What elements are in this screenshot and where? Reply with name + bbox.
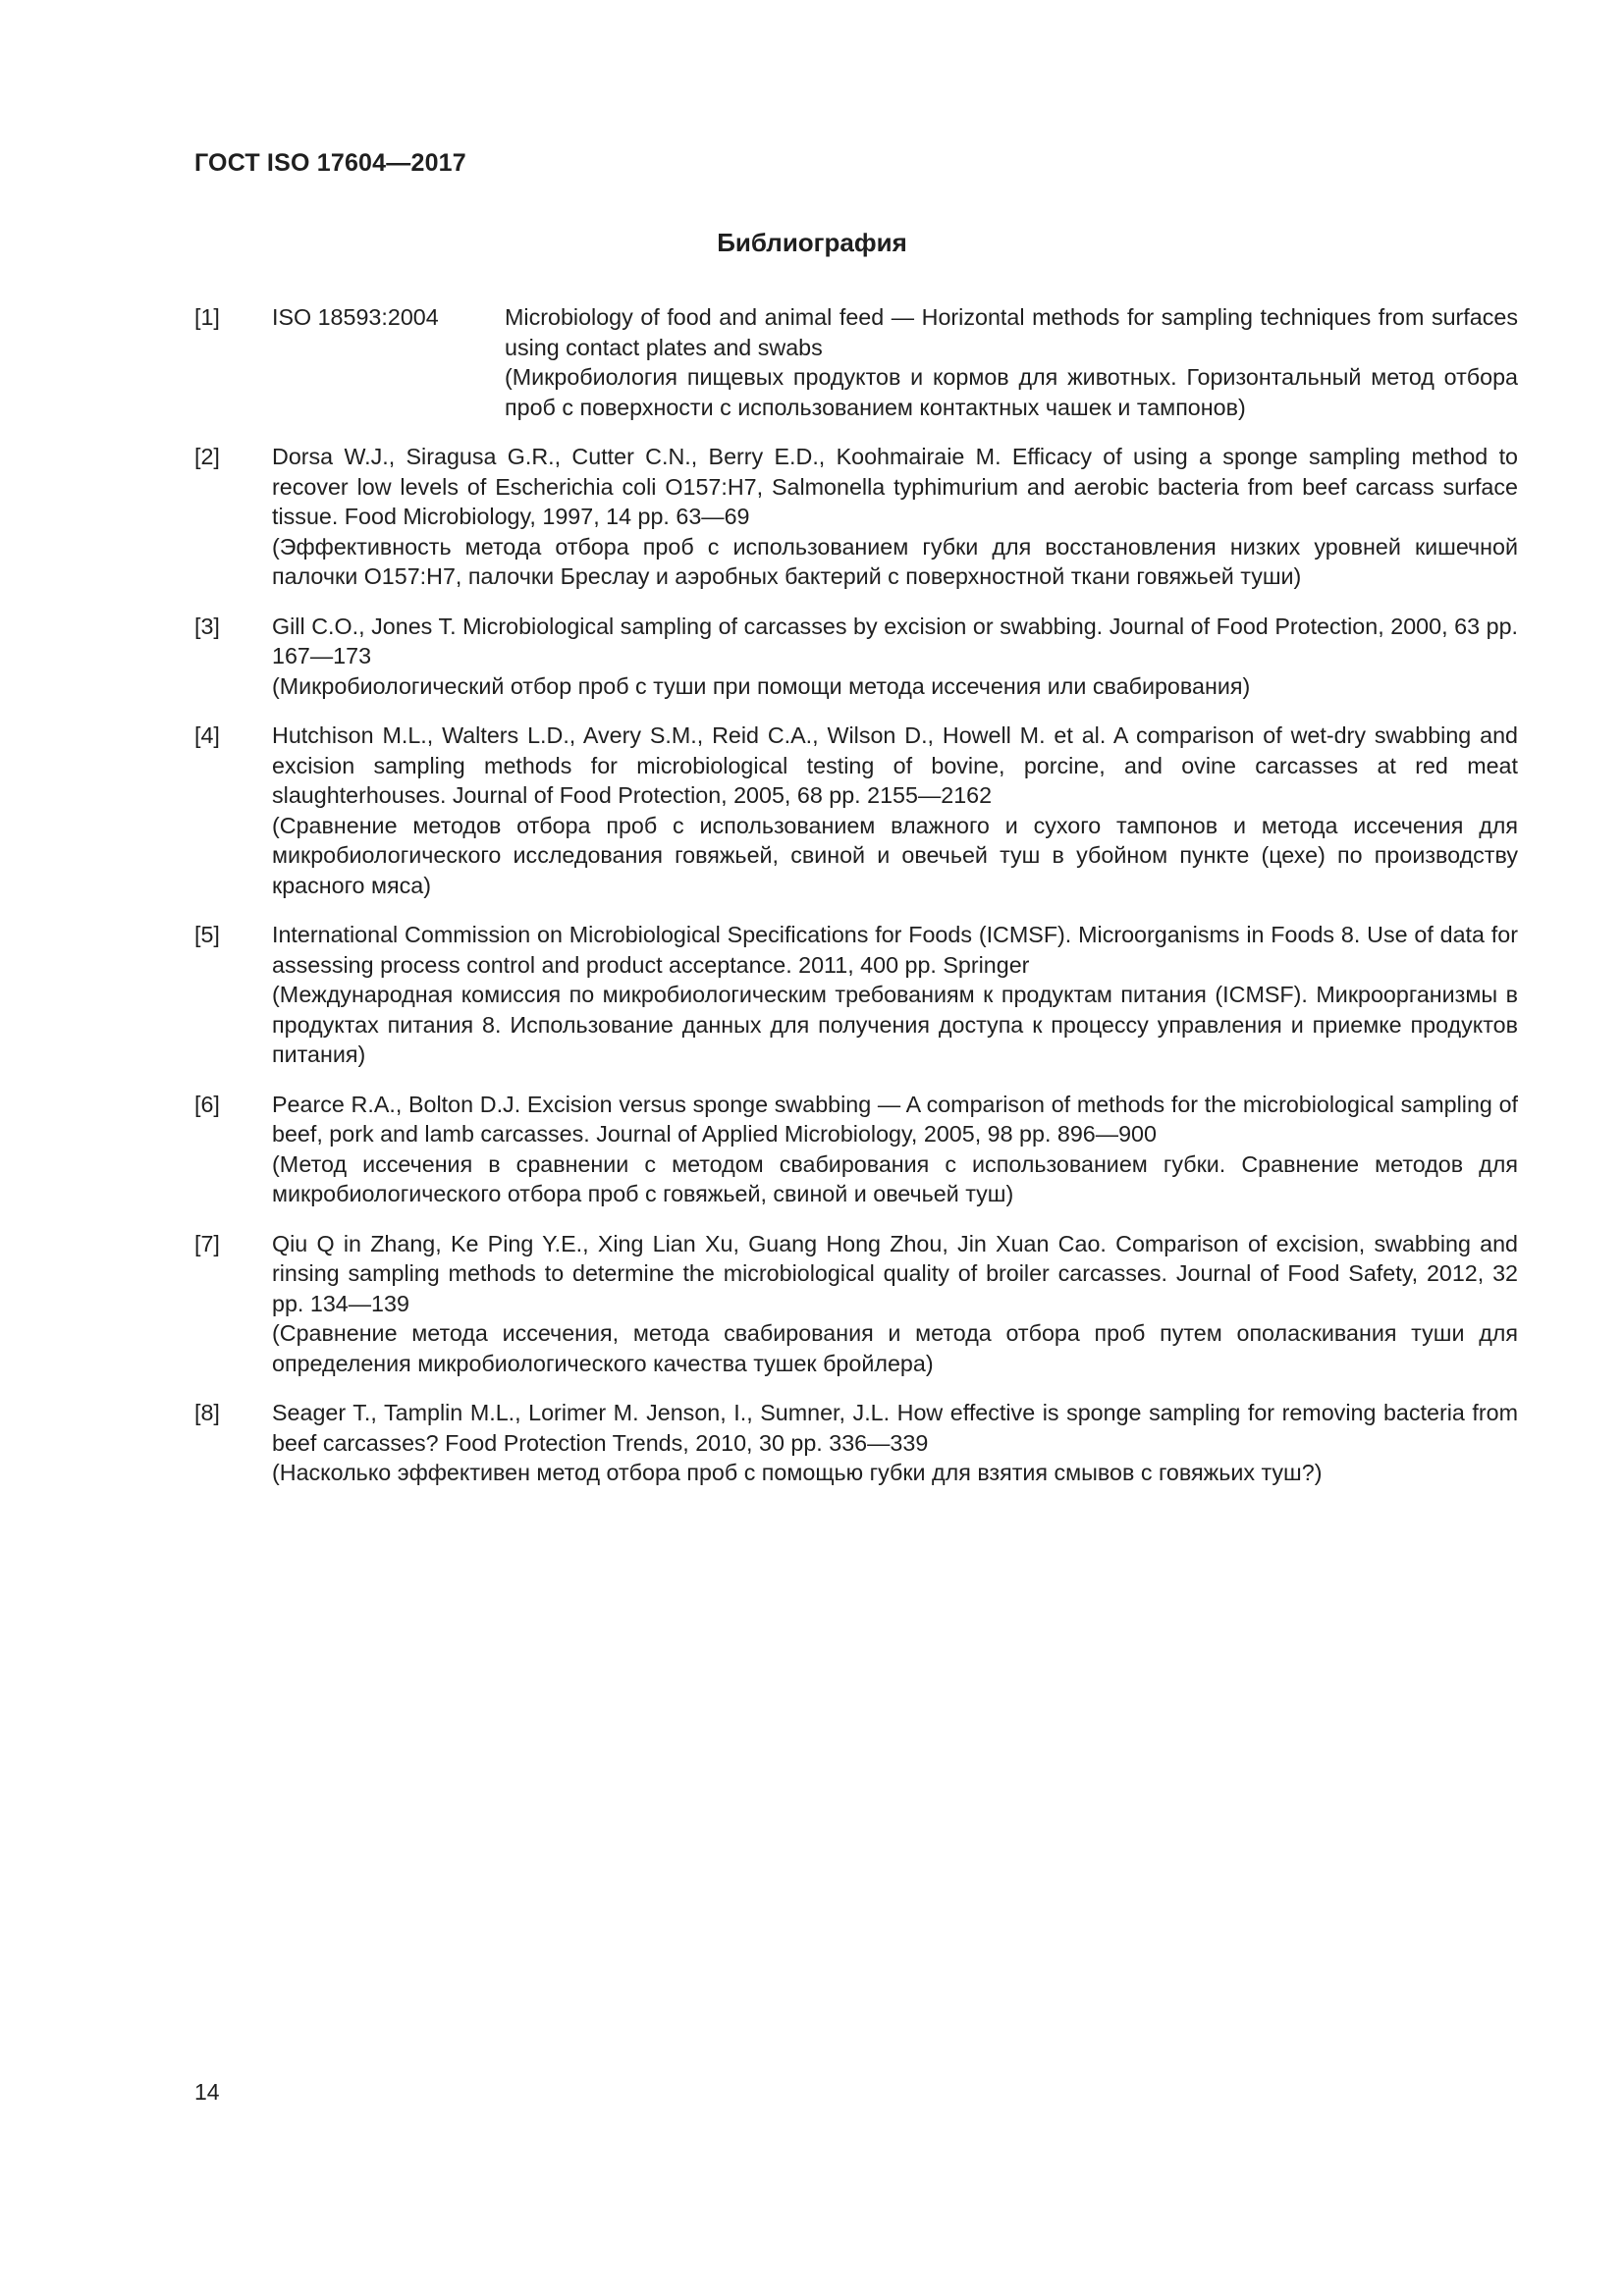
entry-translation: (Международная комиссия по микробиологическим требованиям к продуктам питания (ICMSF). Микроорганизмы в продуктах питания 8. Использование данных для получения доступа к процессу управления и приемке продуктов питания) (272, 982, 1518, 1067)
bibliography-entry (194, 442, 1518, 592)
entry-translation: (Микробиологический отбор проб с туши при помощи метода иссечения или свабирования) (272, 672, 1251, 699)
entry-number: [5] (194, 922, 220, 947)
bibliography-entry (194, 612, 1518, 702)
entry-body (272, 442, 1518, 592)
entry-text: International Commission on Microbiological Specifications for Foods (ICMSF). Microorganisms in Foods 8. Use of data for assessing process control and product acceptance. 2011, 400 pp. Springer (272, 922, 1518, 978)
bibliography-entry (194, 920, 1518, 1070)
entry-number: [3] (194, 613, 220, 639)
entry-translation: (Эффективность метода отбора проб с использованием губки для восстановления низких уровней кишечной палочки O157:H7, палочки Бреслау и аэробных бактерий с поверхностной ткани говяжьей туши) (272, 533, 1518, 589)
entry-number: [6] (194, 1091, 220, 1117)
standard-code: ISO 18593:2004 (272, 304, 439, 330)
entry-translation: (Метод иссечения в сравнении с методом свабирования с использованием губки. Сравнение методов для микробиологического отбора проб с говяжьей, свиной и овечьей туш) (272, 1150, 1518, 1206)
bibliography-list (194, 302, 1518, 1508)
entry-body (272, 920, 1518, 1070)
entry-body (505, 302, 1518, 422)
entry-text: Gill C.O., Jones T. Microbiological sampling of carcasses by excision or swabbing. Journal of Food Protection, 2000, 63 pp. 167—173 (272, 613, 1518, 668)
entry-translation: (Сравнение метода иссечения, метода свабирования и метода отбора проб путем ополаскивания туши для определения микробиологического качества тушек бройлера) (272, 1320, 1518, 1376)
entry-text: Pearce R.A., Bolton D.J. Excision versus sponge swabbing — A comparison of methods for the microbiological sampling of beef, pork and lamb carcasses. Journal of Applied Microbiology, 2005, 98 pp. 896—900 (272, 1091, 1518, 1147)
entry-translation: (Насколько эффективен метод отбора проб с помощью губки для взятия смывов с говяжьих туш?) (272, 1460, 1323, 1485)
entry-body (272, 1090, 1518, 1209)
page-number: 14 (194, 2079, 220, 2105)
entry-number: [7] (194, 1230, 220, 1256)
bibliography-entry (194, 1398, 1518, 1488)
entry-number: [4] (194, 722, 220, 748)
entry-text: Seager T., Tamplin M.L., Lorimer M. Jenson, I., Sumner, J.L. How effective is sponge sampling for removing bacteria from beef carcasses? Food Protection Trends, 2010, 30 pp. 336—339 (272, 1400, 1518, 1456)
bibliography-entry (194, 1090, 1518, 1209)
entry-number: [8] (194, 1400, 220, 1425)
entry-translation: (Микробиология пищевых продуктов и кормов для животных. Горизонтальный метод отбора проб с поверхности с использованием контактных чашек и тампонов) (505, 364, 1518, 420)
entry-text: Dorsa W.J., Siragusa G.R., Cutter C.N., Berry E.D., Koohmairaie M. Efficacy of using a sponge sampling method to recover low levels of Escherichia coli O157:H7, Salmonella typhimurium and aerobic bacteria from beef carcass surface tissue. Food Microbiology, 1997, 14 pp. 63—69 (272, 444, 1518, 529)
entry-body (272, 721, 1518, 900)
bibliography-entry (194, 1229, 1518, 1379)
bibliography-entry (194, 302, 1518, 422)
entry-text: Microbiology of food and animal feed — Horizontal methods for sampling techniques from surfaces using contact plates and swabs (505, 304, 1518, 360)
bibliography-entry (194, 721, 1518, 900)
entry-text: Qiu Q in Zhang, Ke Ping Y.E., Xing Lian Xu, Guang Hong Zhou, Jin Xuan Cao. Comparison of excision, swabbing and rinsing sampling methods to determine the microbiological quality of broiler carcasses. Journal of Food Safety, 2012, 32 pp. 134—139 (272, 1230, 1518, 1316)
entry-text: Hutchison M.L., Walters L.D., Avery S.M., Reid C.A., Wilson D., Howell M. et al. A comparison of wet-dry swabbing and excision sampling methods for microbiological testing of bovine, porcine, and ovine carcasses at red meat slaughterhouses. Journal of Food Protection, 2005, 68 pp. 2155—2162 (272, 722, 1518, 808)
entry-body (272, 1398, 1518, 1488)
section-title: Библиография (717, 228, 907, 257)
entry-body (272, 1229, 1518, 1379)
entry-number: [1] (194, 304, 220, 330)
entry-translation: (Сравнение методов отбора проб с использованием влажного и сухого тампонов и метода иссечения для микробиологического исследования говяжьей, свиной и овечьей туш в убойном пункте (цехе) по производству красного мяса) (272, 812, 1518, 898)
document-code: ГОСТ ISO 17604—2017 (194, 149, 466, 177)
entry-body (272, 612, 1518, 702)
entry-number: [2] (194, 444, 220, 469)
